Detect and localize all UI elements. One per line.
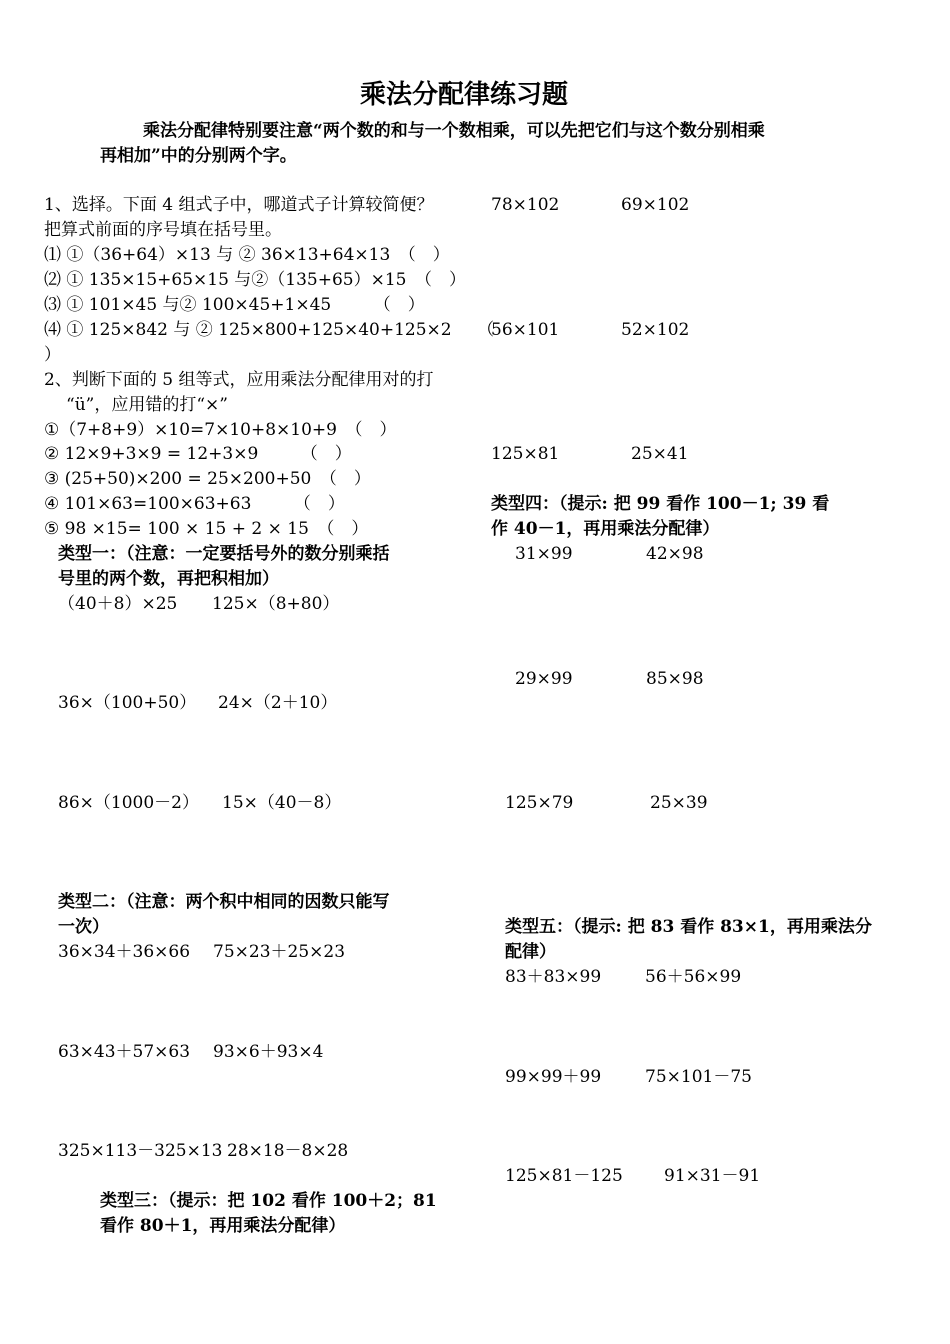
type4-problem: 31×99 bbox=[515, 544, 573, 564]
type2-problem: 28×18－8×28 bbox=[227, 1141, 349, 1161]
q1-item: ⑶ ① 101×45 与② 100×45+1×45 （ ） bbox=[44, 295, 425, 315]
type5-problem: 125×81－125 bbox=[505, 1166, 623, 1186]
type3-problem: 25×41 bbox=[631, 444, 689, 464]
q2-line-1: 2、判断下面的 5 组等式，应用乘法分配律用对的打 bbox=[44, 370, 434, 390]
type3-heading-2: 看作 80＋1，再用乘法分配律） bbox=[100, 1216, 346, 1236]
type1-problem: 24×（2＋10） bbox=[218, 693, 338, 713]
q2-item: ⑤ 98 ×15= 100 × 15 + 2 × 15 （ ） bbox=[44, 519, 369, 539]
intro-line-1: 乘法分配律特别要注意“两个数的和与一个数相乘，可以先把它们与这个数分别相乘 bbox=[143, 121, 765, 141]
q1-item: ⑵ ① 135×15+65×15 与②（135+65）×15 （ ） bbox=[44, 270, 466, 290]
type5-problem: 56＋56×99 bbox=[645, 967, 742, 987]
type3-problem: 125×81 bbox=[491, 444, 560, 464]
q2-item: ③ (25+50)×200 = 25×200+50 （ ） bbox=[44, 469, 371, 489]
type5-problem: 99×99＋99 bbox=[505, 1067, 602, 1087]
type2-problem: 75×23＋25×23 bbox=[213, 942, 346, 962]
intro-line-2: 再相加”中的分别两个字。 bbox=[100, 146, 297, 166]
type2-problem: 36×34＋36×66 bbox=[58, 942, 191, 962]
type4-heading-1: 类型四：（提示: 把 99 看作 100－1; 39 看 bbox=[491, 494, 830, 514]
type2-problem: 325×113－325×13 bbox=[58, 1141, 223, 1161]
q2-line-2: “ü”，应用错的打“×” bbox=[66, 395, 228, 415]
type4-problem: 29×99 bbox=[515, 669, 573, 689]
q1-item-close: ） bbox=[44, 345, 61, 365]
type1-problem: 125×（8+80） bbox=[212, 594, 340, 614]
q1-line-1: 1、选择。下面 4 组式子中，哪道式子计算较简便？ bbox=[44, 195, 434, 215]
type3-problem: 69×102 bbox=[621, 195, 690, 215]
type4-problem: 25×39 bbox=[650, 793, 708, 813]
type2-heading-2: 一次） bbox=[58, 917, 109, 937]
q1-item: ⑷ ① 125×842 与 ② 125×800+125×40+125×2 （ bbox=[44, 320, 495, 340]
type1-problem: （40＋8）×25 bbox=[58, 594, 178, 614]
type5-problem: 91×31－91 bbox=[664, 1166, 761, 1186]
q2-item: ② 12×9+3×9 = 12+3×9 （ ） bbox=[44, 444, 352, 464]
q2-item: ④ 101×63=100×63+63 （ ） bbox=[44, 494, 345, 514]
type3-problem: 56×101 bbox=[491, 320, 560, 340]
type5-heading-1: 类型五：（提示: 把 83 看作 83×1，再用乘法分 bbox=[505, 917, 872, 937]
type1-problem: 15×（40－8） bbox=[222, 793, 342, 813]
type1-heading-2: 号里的两个数，再把积相加） bbox=[58, 569, 279, 589]
page-title: 乘法分配律练习题 bbox=[360, 80, 569, 110]
type3-problem: 78×102 bbox=[491, 195, 560, 215]
q1-line-2: 把算式前面的序号填在括号里。 bbox=[44, 220, 282, 240]
type4-problem: 125×79 bbox=[505, 793, 574, 813]
type3-heading-1: 类型三：（提示：把 102 看作 100＋2；81 bbox=[100, 1191, 437, 1211]
type2-problem: 93×6＋93×4 bbox=[213, 1042, 324, 1062]
type5-problem: 83＋83×99 bbox=[505, 967, 602, 987]
type1-problem: 36×（100+50） bbox=[58, 693, 197, 713]
type5-problem: 75×101－75 bbox=[645, 1067, 752, 1087]
type2-heading-1: 类型二：（注意：两个积中相同的因数只能写 bbox=[58, 892, 390, 912]
type4-problem: 42×98 bbox=[646, 544, 704, 564]
q1-item: ⑴ ①（36+64）×13 与 ② 36×13+64×13 （ ） bbox=[44, 245, 450, 265]
type1-heading-1: 类型一：（注意：一定要括号外的数分别乘括 bbox=[58, 544, 390, 564]
q2-item: ①（7+8+9）×10=7×10+8×10+9 （ ） bbox=[44, 420, 397, 440]
type3-problem: 52×102 bbox=[621, 320, 690, 340]
type1-problem: 86×（1000－2） bbox=[58, 793, 199, 813]
type4-heading-2: 作 40－1，再用乘法分配律） bbox=[491, 519, 720, 539]
type4-problem: 85×98 bbox=[646, 669, 704, 689]
type2-problem: 63×43＋57×63 bbox=[58, 1042, 191, 1062]
type5-heading-2: 配律） bbox=[505, 942, 556, 962]
